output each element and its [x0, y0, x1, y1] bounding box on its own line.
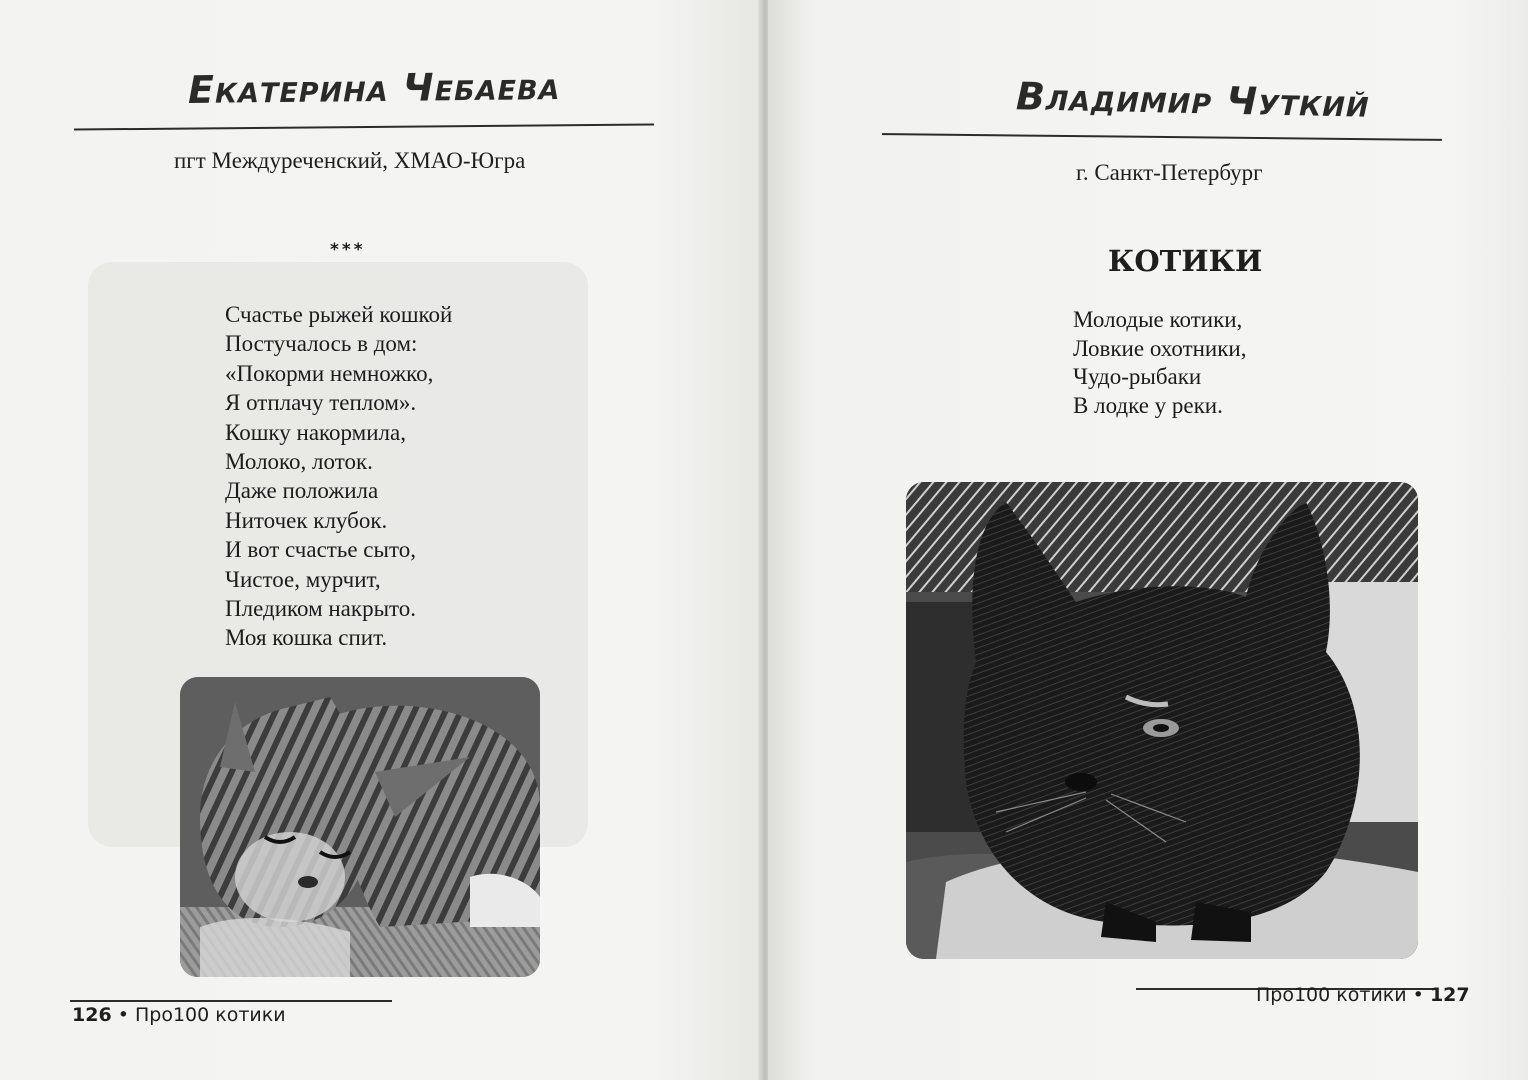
right-page-number: 127: [1429, 984, 1470, 1006]
right-footer: [1256, 984, 1470, 1006]
left-poem: [225, 300, 452, 653]
right-author-rule: [882, 133, 1442, 141]
left-author-rule: [74, 123, 654, 130]
left-location: пгт Междуреченский, ХМАО-Югра: [174, 148, 526, 173]
poem-line: Моя кошка спит.: [225, 625, 388, 651]
black-cat-photo: [906, 482, 1418, 959]
left-footer-bullet: •: [117, 1004, 129, 1026]
right-footer-bullet: •: [1412, 984, 1424, 1006]
left-author-name: Екатерина Чебаева: [187, 64, 561, 112]
poem-line: Я отплачу теплом».: [225, 390, 417, 416]
left-footer-rule: [70, 1000, 392, 1002]
poem-line: Ниточек клубок.: [225, 507, 388, 533]
poem-line: И вот счастье сыто,: [225, 537, 416, 563]
right-poem: [1073, 306, 1246, 420]
right-book-title: Про100 котики: [1256, 984, 1407, 1006]
poem-line: Чистое, мурчит,: [225, 566, 381, 592]
right-location: г. Санкт-Петербург: [1076, 160, 1263, 185]
kitten-photo: [180, 677, 540, 977]
right-poem-title: КОТИКИ: [1108, 244, 1263, 278]
right-author-name: Владимир Чуткий: [1015, 74, 1371, 126]
poem-line: Кошку накормила,: [225, 419, 406, 445]
poem-line: В лодке у реки.: [1073, 392, 1223, 418]
poem-line: Ловкие охотники,: [1073, 335, 1247, 361]
poem-line: «Покорми немножко,: [225, 360, 434, 386]
left-poem-title: ***: [330, 240, 366, 260]
poem-line: Молодые котики,: [1073, 307, 1243, 332]
poem-line: Счастье рыжей кошкой: [225, 302, 453, 327]
poem-line: Чудо-рыбаки: [1073, 364, 1202, 389]
left-book-title: Про100 котики: [134, 1004, 286, 1026]
poem-line: Даже положила: [225, 478, 379, 504]
poem-line: Молоко, лоток.: [225, 449, 373, 475]
left-page-number: 126: [72, 1004, 112, 1026]
right-page: [768, 0, 1528, 1080]
poem-line: Пледиком накрыто.: [225, 596, 417, 622]
poem-line: Постучалось в дом:: [225, 331, 418, 357]
left-footer: [72, 1004, 286, 1026]
